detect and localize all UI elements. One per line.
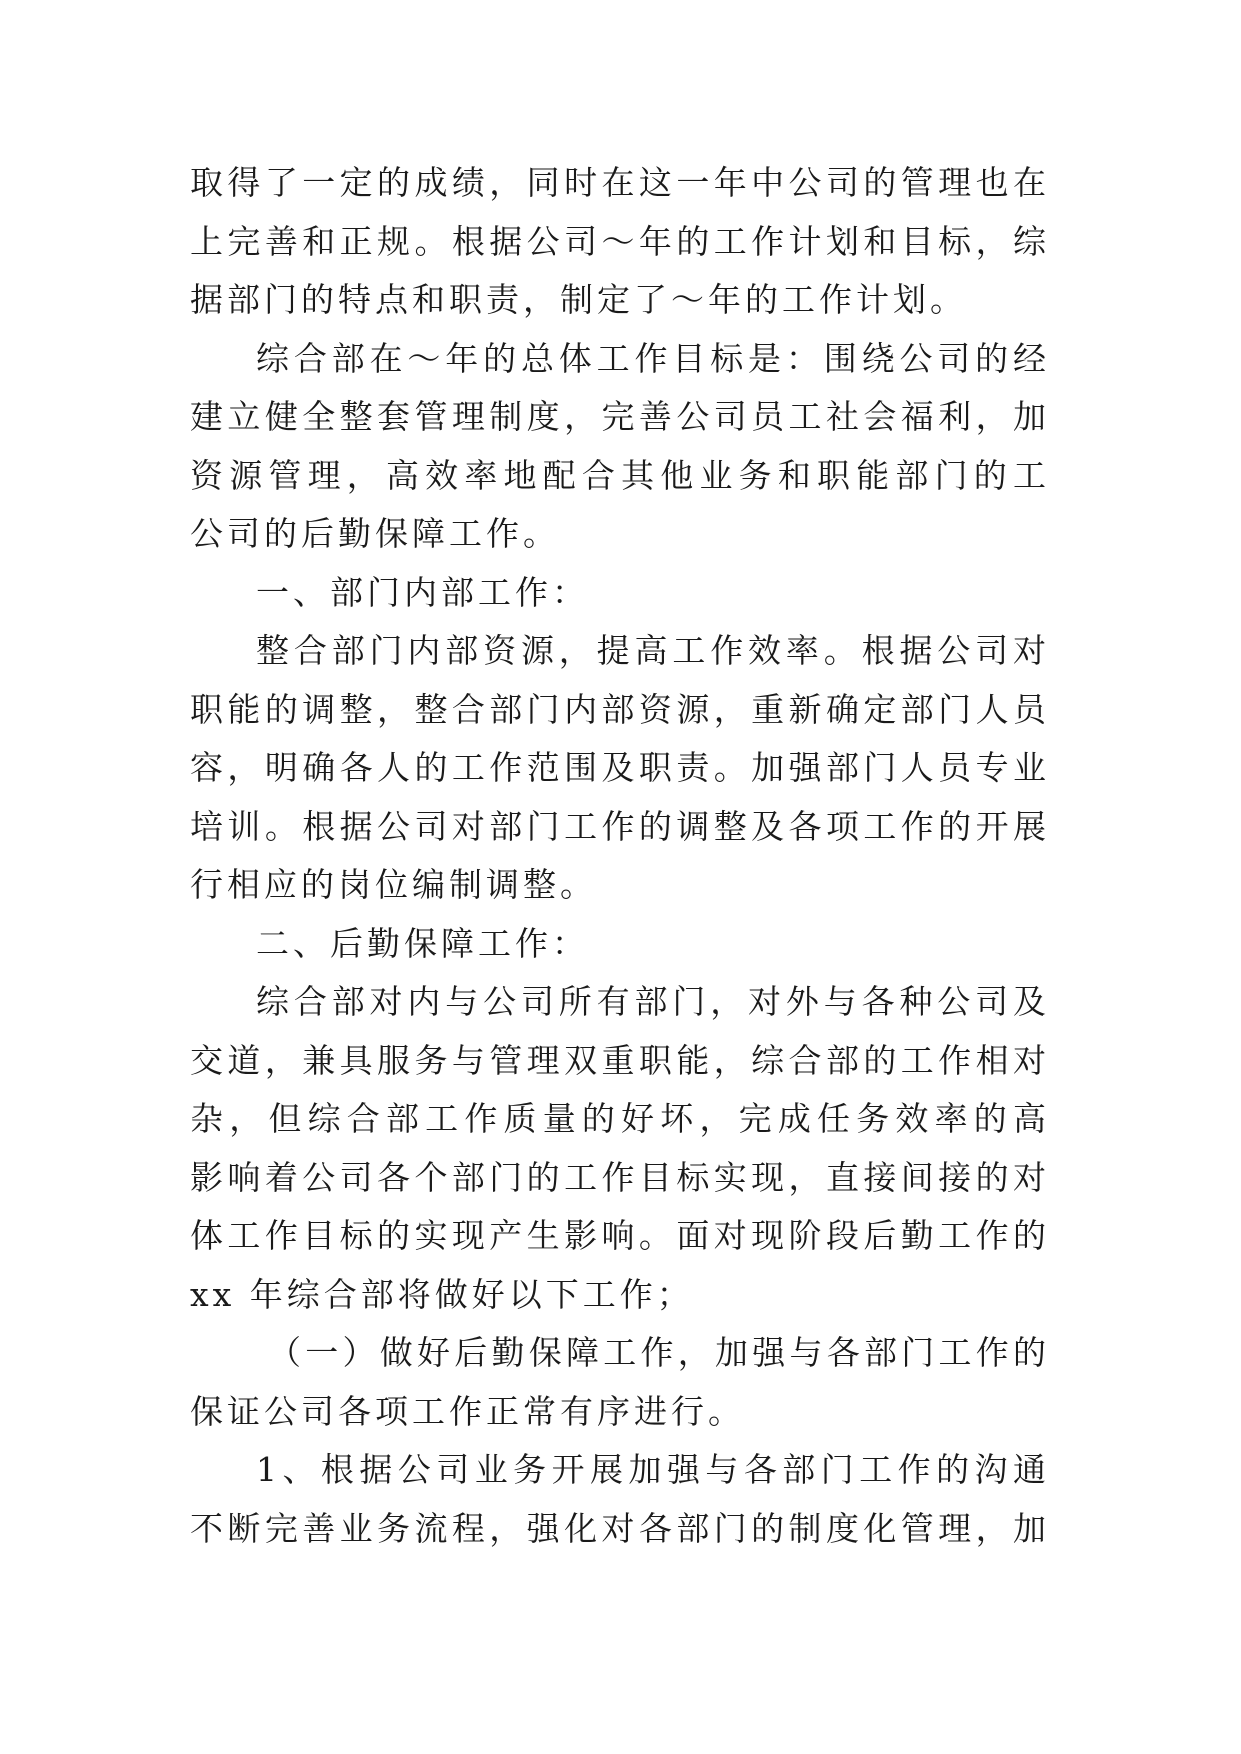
text-line: xx 年综合部将做好以下工作； — [190, 1274, 694, 1314]
section-heading: 一、部门内部工作： — [256, 572, 589, 612]
text-line: 行相应的岗位编制调整。 — [190, 865, 597, 904]
text-line: 1、根据公司业务开展加强与各部门工作的沟通 — [256, 1450, 1050, 1489]
paragraph-logistics — [190, 973, 1050, 1324]
section-heading: 二、后勤保障工作： — [256, 923, 589, 963]
text-line: 杂，但综合部工作质量的好坏，完成任务效率的高 — [190, 1099, 1050, 1138]
text-line: 容，明确各人的工作范围及职责。加强部门人员专业 — [190, 748, 1050, 787]
text-line: 资源管理，高效率地配合其他业务和职能部门的工 — [190, 455, 1050, 495]
text-line: 建立健全整套管理制度，完善公司员工社会福利，加 — [190, 397, 1050, 436]
text-line: 公司的后勤保障工作。 — [190, 514, 560, 553]
text-line: （一）做好后勤保障工作，加强与各部门工作的 — [268, 1333, 1050, 1372]
text-line: 体工作目标的实现产生影响。面对现阶段后勤工作的 — [190, 1216, 1050, 1255]
text-line: 整合部门内部资源，提高工作效率。根据公司对 — [256, 631, 1050, 670]
paragraph-item-one — [190, 1324, 1050, 1441]
text-line: 影响着公司各个部门的工作目标实现，直接间接的对 — [190, 1157, 1050, 1197]
text-line: 综合部对内与公司所有部门，对外与各种公司及 — [256, 982, 1050, 1021]
text-line: 不断完善业务流程，强化对各部门的制度化管理，加 — [190, 1508, 1050, 1548]
text-line: 交道，兼具服务与管理双重职能，综合部的工作相对 — [190, 1040, 1050, 1080]
section-heading-logistics — [190, 915, 1050, 974]
text-line: 综合部在～年的总体工作目标是：围绕公司的经 — [256, 338, 1050, 378]
paragraph-intro — [190, 154, 1050, 330]
paragraph-internal-work — [190, 622, 1050, 915]
text-line: 据部门的特点和职责，制定了～年的工作计划。 — [190, 280, 967, 319]
text-line: 取得了一定的成绩，同时在这一年中公司的管理也在 — [190, 163, 1050, 202]
paragraph-subitem-1 — [190, 1441, 1050, 1558]
text-line: 保证公司各项工作正常有序进行。 — [190, 1391, 745, 1431]
text-line: 培训。根据公司对部门工作的调整及各项工作的开展 — [190, 806, 1050, 846]
paragraph-overall-goal — [190, 330, 1050, 564]
document-body — [190, 154, 1050, 1558]
text-line: 上完善和正规。根据公司～年的工作计划和目标，综 — [190, 221, 1050, 261]
section-heading-internal-work — [190, 564, 1050, 623]
text-line: 职能的调整，整合部门内部资源，重新确定部门人员 — [190, 689, 1050, 729]
